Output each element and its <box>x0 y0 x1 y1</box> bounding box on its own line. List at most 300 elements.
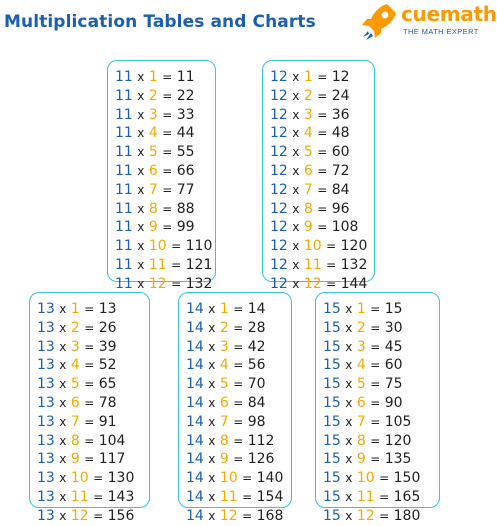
product: 165 <box>393 488 421 505</box>
table-row <box>186 338 283 357</box>
equals-sign: = <box>317 182 328 197</box>
multiplicand: 15 <box>323 451 341 468</box>
multiplier: 6 <box>303 162 313 179</box>
table-row <box>37 375 134 394</box>
multiplier: 8 <box>70 432 80 449</box>
equals-sign: = <box>84 377 95 392</box>
times-sign: x <box>292 220 300 235</box>
multiplier: 7 <box>219 413 229 430</box>
multiplicand: 15 <box>323 301 341 317</box>
table-row <box>270 124 367 143</box>
equals-sign: = <box>233 395 244 410</box>
equals-sign: = <box>242 471 253 486</box>
multiplier: 10 <box>356 470 375 487</box>
times-sign: x <box>292 70 300 84</box>
multiplicand: 15 <box>323 488 341 505</box>
times-sign: x <box>208 339 216 354</box>
product: 154 <box>256 488 284 505</box>
table-row <box>323 375 420 394</box>
table-row <box>37 488 134 507</box>
table-row <box>186 394 283 413</box>
times-sign: x <box>137 145 145 160</box>
product: 156 <box>107 507 135 524</box>
multiplier: 12 <box>303 275 322 292</box>
product: 112 <box>247 432 275 449</box>
product: 96 <box>331 200 350 217</box>
multiplicand: 14 <box>186 301 204 317</box>
table-row <box>270 181 367 200</box>
multiplier: 6 <box>356 394 366 411</box>
multiplicand: 15 <box>323 432 341 449</box>
product: 140 <box>256 470 284 487</box>
equals-sign: = <box>84 320 95 335</box>
multiplier: 10 <box>219 470 238 487</box>
product: 33 <box>176 106 195 123</box>
table-row <box>323 356 420 375</box>
multiplicand: 11 <box>115 106 133 123</box>
product: 120 <box>384 432 412 449</box>
times-sign: x <box>292 276 300 291</box>
times-sign: x <box>59 302 67 316</box>
table-row <box>37 413 134 432</box>
times-sign: x <box>292 126 300 141</box>
product: 117 <box>98 451 126 468</box>
equals-sign: = <box>84 358 95 373</box>
table-11-card <box>107 60 216 292</box>
equals-sign: = <box>162 163 173 178</box>
multiplicand: 12 <box>270 238 288 255</box>
times-sign: x <box>345 395 353 410</box>
equals-sign: = <box>317 220 328 235</box>
times-sign: x <box>345 471 353 486</box>
product: 42 <box>247 338 266 355</box>
multiplier: 2 <box>356 319 366 336</box>
multiplicand: 15 <box>323 394 341 411</box>
table-row <box>186 507 283 526</box>
table-row <box>270 237 367 256</box>
product: 84 <box>247 394 266 411</box>
product: 135 <box>384 451 412 468</box>
multiplicand: 12 <box>270 275 288 292</box>
multiplicand: 11 <box>115 219 133 236</box>
times-sign: x <box>137 126 145 141</box>
product: 66 <box>176 162 195 179</box>
table-row <box>115 106 212 125</box>
product: 55 <box>176 144 195 161</box>
table-row <box>270 162 367 181</box>
table-row <box>186 300 283 319</box>
multiplicand: 11 <box>115 87 133 104</box>
times-sign: x <box>137 220 145 235</box>
multiplier: 8 <box>356 432 366 449</box>
equals-sign: = <box>379 508 390 523</box>
multiplier: 5 <box>70 376 80 393</box>
times-sign: x <box>59 489 67 504</box>
multiplicand: 14 <box>186 376 204 393</box>
multiplier: 9 <box>70 451 80 468</box>
multiplier: 10 <box>303 238 322 255</box>
multiplicand: 13 <box>37 413 55 430</box>
times-sign: x <box>345 320 353 335</box>
equals-sign: = <box>84 414 95 429</box>
multiplier: 4 <box>356 357 366 374</box>
multiplicand: 11 <box>115 275 133 292</box>
equals-sign: = <box>370 377 381 392</box>
multiplier: 9 <box>148 219 158 236</box>
equals-sign: = <box>379 471 390 486</box>
product: 14 <box>247 301 266 317</box>
multiplicand: 13 <box>37 338 55 355</box>
times-sign: x <box>292 182 300 197</box>
times-sign: x <box>208 377 216 392</box>
equals-sign: = <box>171 239 182 254</box>
equals-sign: = <box>84 452 95 467</box>
multiplier: 10 <box>148 238 167 255</box>
product: 77 <box>176 181 195 198</box>
equals-sign: = <box>93 508 104 523</box>
rocket-icon <box>356 0 400 44</box>
times-sign: x <box>59 358 67 373</box>
table-row <box>323 432 420 451</box>
times-sign: x <box>208 489 216 504</box>
product: 78 <box>98 394 117 411</box>
multiplier: 4 <box>219 357 229 374</box>
table-row <box>270 87 367 106</box>
times-sign: x <box>208 302 216 316</box>
table-row <box>186 432 283 451</box>
equals-sign: = <box>317 201 328 216</box>
multiplier: 12 <box>70 507 89 524</box>
product: 28 <box>247 319 266 336</box>
table-row <box>37 450 134 469</box>
page-title: Multiplication Tables and Charts <box>4 12 316 32</box>
table-row <box>37 300 134 319</box>
table-row <box>37 469 134 488</box>
equals-sign: = <box>242 508 253 523</box>
multiplicand: 14 <box>186 338 204 355</box>
multiplier: 1 <box>356 301 366 317</box>
equals-sign: = <box>379 489 390 504</box>
equals-sign: = <box>370 302 381 316</box>
product: 36 <box>331 106 350 123</box>
multiplier: 1 <box>219 301 229 317</box>
table-14-card <box>178 292 292 524</box>
multiplicand: 14 <box>186 488 204 505</box>
equals-sign: = <box>326 276 337 291</box>
multiplicand: 11 <box>115 238 133 255</box>
product: 108 <box>331 219 359 236</box>
times-sign: x <box>345 433 353 448</box>
table-row <box>323 469 420 488</box>
equals-sign: = <box>162 88 173 103</box>
table-row <box>270 218 367 237</box>
product: 121 <box>185 256 213 273</box>
table-row <box>323 394 420 413</box>
product: 126 <box>247 451 275 468</box>
table-row <box>270 106 367 125</box>
equals-sign: = <box>171 276 182 291</box>
multiplicand: 14 <box>186 319 204 336</box>
table-row <box>186 488 283 507</box>
multiplier: 11 <box>356 488 375 505</box>
times-sign: x <box>292 88 300 103</box>
times-sign: x <box>208 433 216 448</box>
equals-sign: = <box>370 339 381 354</box>
table-12-card <box>262 60 375 292</box>
times-sign: x <box>59 508 67 523</box>
multiplicand: 13 <box>37 394 55 411</box>
times-sign: x <box>59 377 67 392</box>
table-row <box>186 375 283 394</box>
multiplier: 4 <box>148 125 158 142</box>
multiplicand: 15 <box>323 413 341 430</box>
equals-sign: = <box>370 433 381 448</box>
multiplicand: 13 <box>37 376 55 393</box>
multiplicand: 13 <box>37 357 55 374</box>
multiplicand: 14 <box>186 507 204 524</box>
multiplier: 1 <box>148 69 158 85</box>
equals-sign: = <box>162 107 173 122</box>
times-sign: x <box>292 145 300 160</box>
times-sign: x <box>208 395 216 410</box>
multiplicand: 11 <box>115 181 133 198</box>
equals-sign: = <box>233 433 244 448</box>
table-row <box>115 200 212 219</box>
equals-sign: = <box>233 377 244 392</box>
multiplier: 9 <box>303 219 313 236</box>
cuemath-logo[interactable] <box>356 0 497 44</box>
multiplier: 11 <box>303 256 322 273</box>
equals-sign: = <box>84 339 95 354</box>
table-row <box>270 68 367 87</box>
table-row <box>37 356 134 375</box>
table-row <box>270 275 367 294</box>
multiplier: 6 <box>148 162 158 179</box>
multiplier: 5 <box>303 144 313 161</box>
table-row <box>323 507 420 526</box>
product: 75 <box>384 376 403 393</box>
equals-sign: = <box>162 145 173 160</box>
times-sign: x <box>208 452 216 467</box>
table-row <box>37 507 134 526</box>
equals-sign: = <box>233 302 244 316</box>
equals-sign: = <box>233 320 244 335</box>
multiplier: 12 <box>356 507 375 524</box>
equals-sign: = <box>317 107 328 122</box>
multiplier: 4 <box>70 357 80 374</box>
table-row <box>323 488 420 507</box>
product: 72 <box>331 162 350 179</box>
table-row <box>186 450 283 469</box>
multiplicand: 14 <box>186 413 204 430</box>
table-row <box>37 432 134 451</box>
multiplier: 7 <box>70 413 80 430</box>
table-row <box>37 338 134 357</box>
table-row <box>186 413 283 432</box>
times-sign: x <box>137 70 145 84</box>
multiplicand: 13 <box>37 319 55 336</box>
product: 130 <box>107 470 135 487</box>
multiplier: 3 <box>148 106 158 123</box>
multiplicand: 12 <box>270 181 288 198</box>
product: 48 <box>331 125 350 142</box>
table-row <box>186 319 283 338</box>
multiplier: 12 <box>219 507 238 524</box>
product: 26 <box>98 319 117 336</box>
multiplicand: 12 <box>270 106 288 123</box>
times-sign: x <box>137 182 145 197</box>
logo-name: cuemath <box>401 2 497 26</box>
equals-sign: = <box>84 395 95 410</box>
multiplicand: 14 <box>186 470 204 487</box>
equals-sign: = <box>233 339 244 354</box>
product: 22 <box>176 87 195 104</box>
multiplicand: 12 <box>270 256 288 273</box>
table-row <box>270 200 367 219</box>
table-row <box>115 256 212 275</box>
times-sign: x <box>345 377 353 392</box>
multiplicand: 11 <box>115 125 133 142</box>
multiplier: 4 <box>303 125 313 142</box>
multiplier: 1 <box>70 301 80 317</box>
times-sign: x <box>59 320 67 335</box>
multiplier: 1 <box>303 69 313 85</box>
equals-sign: = <box>370 414 381 429</box>
equals-sign: = <box>326 257 337 272</box>
equals-sign: = <box>84 433 95 448</box>
table-row <box>115 124 212 143</box>
product: 99 <box>176 219 195 236</box>
product: 84 <box>331 181 350 198</box>
multiplicand: 13 <box>37 470 55 487</box>
product: 15 <box>384 301 403 317</box>
equals-sign: = <box>162 201 173 216</box>
times-sign: x <box>345 414 353 429</box>
table-row <box>37 319 134 338</box>
table-row <box>270 256 367 275</box>
table-13-card <box>29 292 150 524</box>
multiplier: 2 <box>148 87 158 104</box>
times-sign: x <box>345 358 353 373</box>
product: 60 <box>384 357 403 374</box>
multiplier: 9 <box>219 451 229 468</box>
multiplier: 3 <box>70 338 80 355</box>
equals-sign: = <box>242 489 253 504</box>
multiplicand: 12 <box>270 219 288 236</box>
times-sign: x <box>292 201 300 216</box>
multiplicand: 12 <box>270 162 288 179</box>
equals-sign: = <box>171 257 182 272</box>
equals-sign: = <box>233 358 244 373</box>
equals-sign: = <box>233 414 244 429</box>
logo-tagline: THE MATH EXPERT <box>403 27 479 36</box>
product: 13 <box>98 301 117 317</box>
table-row <box>37 394 134 413</box>
table-row <box>323 450 420 469</box>
times-sign: x <box>345 302 353 316</box>
multiplicand: 14 <box>186 451 204 468</box>
product: 52 <box>98 357 117 374</box>
multiplier: 11 <box>70 488 89 505</box>
product: 120 <box>340 238 368 255</box>
equals-sign: = <box>326 239 337 254</box>
equals-sign: = <box>93 471 104 486</box>
multiplier: 6 <box>219 394 229 411</box>
times-sign: x <box>59 339 67 354</box>
multiplicand: 12 <box>270 144 288 161</box>
product: 12 <box>331 69 350 85</box>
table-row <box>115 237 212 256</box>
times-sign: x <box>292 257 300 272</box>
multiplier: 12 <box>148 275 167 292</box>
table-row <box>115 181 212 200</box>
multiplicand: 15 <box>323 507 341 524</box>
times-sign: x <box>59 395 67 410</box>
equals-sign: = <box>370 358 381 373</box>
multiplicand: 12 <box>270 125 288 142</box>
multiplier: 11 <box>148 256 167 273</box>
multiplier: 5 <box>219 376 229 393</box>
times-sign: x <box>59 452 67 467</box>
multiplier: 7 <box>148 181 158 198</box>
times-sign: x <box>345 339 353 354</box>
times-sign: x <box>59 471 67 486</box>
times-sign: x <box>137 88 145 103</box>
multiplicand: 15 <box>323 338 341 355</box>
equals-sign: = <box>233 452 244 467</box>
product: 56 <box>247 357 266 374</box>
equals-sign: = <box>162 182 173 197</box>
table-row <box>115 218 212 237</box>
product: 44 <box>176 125 195 142</box>
times-sign: x <box>292 107 300 122</box>
equals-sign: = <box>370 320 381 335</box>
table-row <box>323 319 420 338</box>
table-row <box>323 413 420 432</box>
product: 168 <box>256 507 284 524</box>
times-sign: x <box>137 107 145 122</box>
times-sign: x <box>345 489 353 504</box>
product: 65 <box>98 376 117 393</box>
multiplicand: 13 <box>37 301 55 317</box>
product: 180 <box>393 507 421 524</box>
multiplier: 8 <box>148 200 158 217</box>
table-row <box>115 87 212 106</box>
product: 90 <box>384 394 403 411</box>
product: 104 <box>98 432 126 449</box>
multiplicand: 14 <box>186 357 204 374</box>
product: 60 <box>331 144 350 161</box>
times-sign: x <box>137 239 145 254</box>
multiplier: 2 <box>70 319 80 336</box>
multiplier: 5 <box>148 144 158 161</box>
multiplicand: 12 <box>270 87 288 104</box>
times-sign: x <box>137 276 145 291</box>
times-sign: x <box>292 239 300 254</box>
times-sign: x <box>137 257 145 272</box>
multiplicand: 13 <box>37 432 55 449</box>
table-row <box>186 356 283 375</box>
multiplicand: 14 <box>186 394 204 411</box>
times-sign: x <box>59 414 67 429</box>
product: 105 <box>384 413 412 430</box>
multiplier: 5 <box>356 376 366 393</box>
equals-sign: = <box>162 220 173 235</box>
multiplier: 8 <box>219 432 229 449</box>
equals-sign: = <box>162 70 173 84</box>
table-15-card <box>315 292 440 524</box>
times-sign: x <box>208 508 216 523</box>
